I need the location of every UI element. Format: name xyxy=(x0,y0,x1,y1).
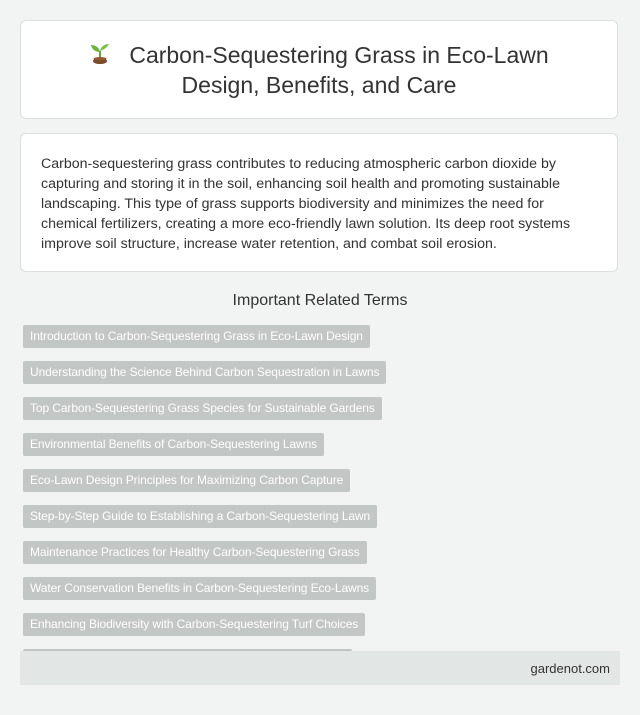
page-title xyxy=(59,40,579,100)
sprout-icon xyxy=(89,42,111,66)
related-term-link[interactable]: Enhancing Biodiversity with Carbon-Sequestering Turf Choices xyxy=(23,613,365,636)
related-term-link[interactable]: Introduction to Carbon-Sequestering Grass in Eco-Lawn Design xyxy=(23,325,370,348)
title-card xyxy=(20,20,618,119)
title-wrap xyxy=(59,40,579,100)
related-term-link[interactable]: Maintenance Practices for Healthy Carbon-Sequestering Grass xyxy=(23,541,367,564)
summary-text: Carbon-sequestering grass contributes to reducing atmospheric carbon dioxide by capturing and storing it in the soil, enhancing soil health and promoting sustainable landscaping. This type of grass supports biodiversity and minimizes the need for chemical fertilizers, creating a more eco-friendly lawn solution. Its deep root systems improve soil structure, increase water retention, and combat soil erosion. xyxy=(41,156,571,252)
summary-card xyxy=(20,133,618,272)
related-terms-list xyxy=(23,325,618,685)
related-term-link[interactable]: Step-by-Step Guide to Establishing a Carbon-Sequestering Lawn xyxy=(23,505,377,528)
footer xyxy=(20,651,620,685)
related-term-link[interactable]: Environmental Benefits of Carbon-Sequestering Lawns xyxy=(23,433,324,456)
related-term-link[interactable]: Eco-Lawn Design Principles for Maximizing Carbon Capture xyxy=(23,469,350,492)
related-term-link[interactable]: Top Carbon-Sequestering Grass Species for Sustainable Gardens xyxy=(23,397,382,420)
related-terms-heading: Important Related Terms xyxy=(232,292,408,309)
related-term-link[interactable]: Understanding the Science Behind Carbon Sequestration in Lawns xyxy=(23,361,386,384)
related-term-link[interactable]: Water Conservation Benefits in Carbon-Sequestering Eco-Lawns xyxy=(23,577,376,600)
footer-site-name: gardenot.com xyxy=(530,660,610,676)
title-text: Carbon-Sequestering Grass in Eco-Lawn Design, Benefits, and Care xyxy=(129,41,549,98)
